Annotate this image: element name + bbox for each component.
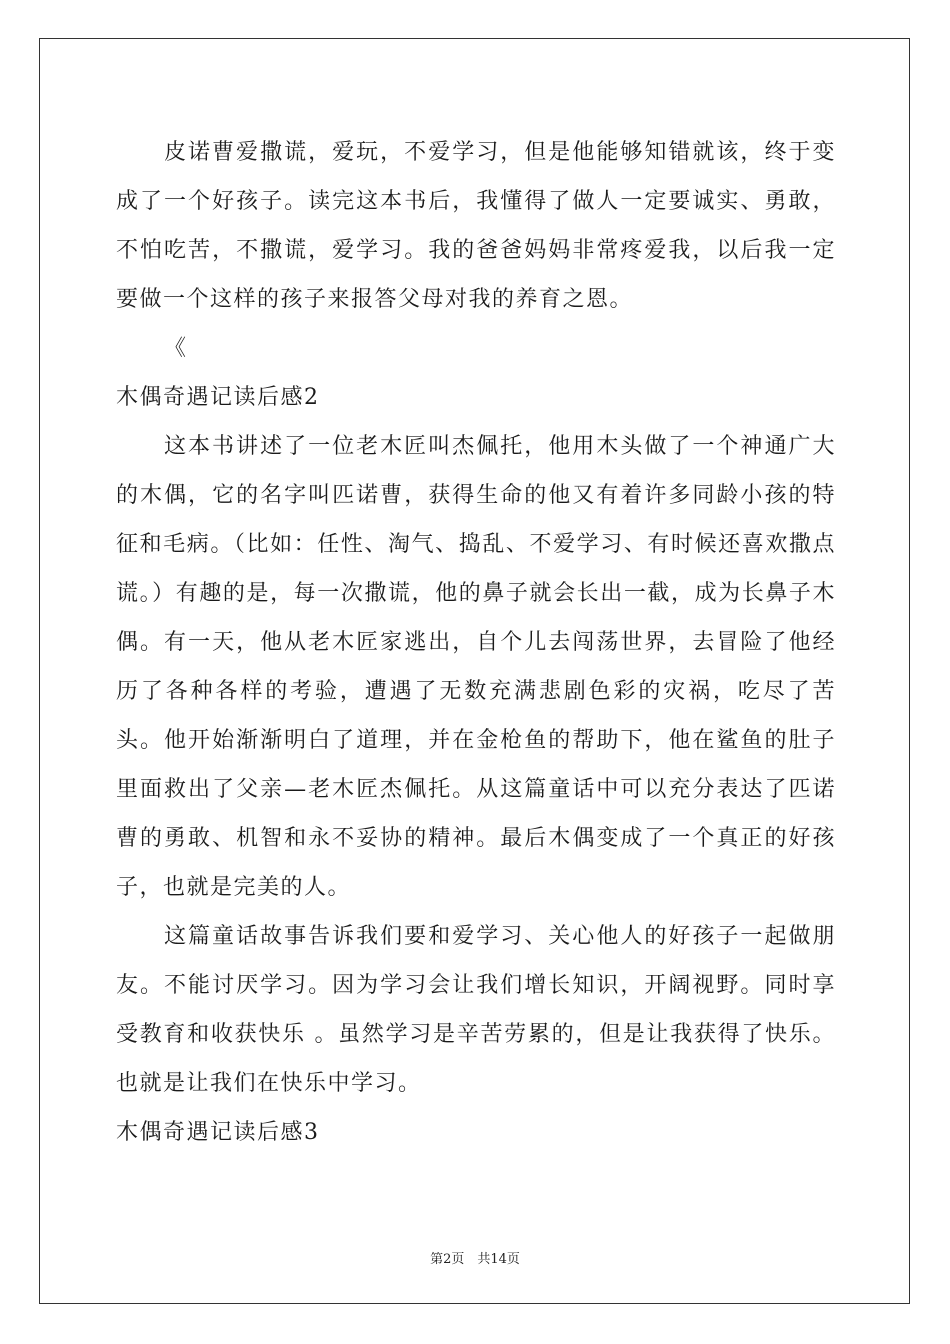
paragraph-1: 皮诺曹爱撒谎，爱玩，不爱学习，但是他能够知错就该，终于变成了一个好孩子。读完这本书后，我懂得了做人一定要诚实、勇敢，不怕吃苦，不撒谎，爱学习。我的爸爸妈妈非常疼爱我，以后我一定要做一个这样的孩子来报答父母对我的养育之恩。 [116, 140, 836, 312]
document-body [116, 128, 836, 1157]
paragraph-3: 这本书讲述了一位老木匠叫杰佩托，他用木头做了一个神通广大的木偶，它的名字叫匹诺曹，获得生命的他又有着许多同龄小孩的特征和毛病。（比如：任性、淘气、捣乱、不爱学习、有时候还喜欢撒点谎。）有趣的是，每一次撒谎，他的鼻子就会长出一截，成为长鼻子木偶。有一天，他从老木匠家逃出，自个儿去闯荡世界，去冒险了他经历了各种各样的考验，遭遇了无数充满悲剧色彩的灾祸，吃尽了苦头。他开始渐渐明白了道理，并在金枪鱼的帮助下，他在鲨鱼的肚子里面救出了父亲—老木匠杰佩托。从这篇童话中可以充分表达了匹诺曹的勇敢、机智和永不妥协的精神。最后木偶变成了一个真正的好孩子，也就是完美的人。 [116, 434, 836, 900]
paragraph-4: 这篇童话故事告诉我们要和爱学习、关心他人的好孩子一起做朋友。不能讨厌学习。因为学习会让我们增长知识，开阔视野。同时享受教育和收获快乐 。虽然学习是辛苦劳累的，但是让我获得了快乐。也就是让我们在快乐中学习。 [116, 924, 836, 1096]
paragraph-bracket: 《 [164, 336, 188, 361]
section-heading-2: 木偶奇遇记读后感2 [116, 385, 320, 410]
page-number-footer: 第2页 共14页 [430, 1252, 520, 1267]
section-heading-3: 木偶奇遇记读后感3 [116, 1120, 320, 1145]
